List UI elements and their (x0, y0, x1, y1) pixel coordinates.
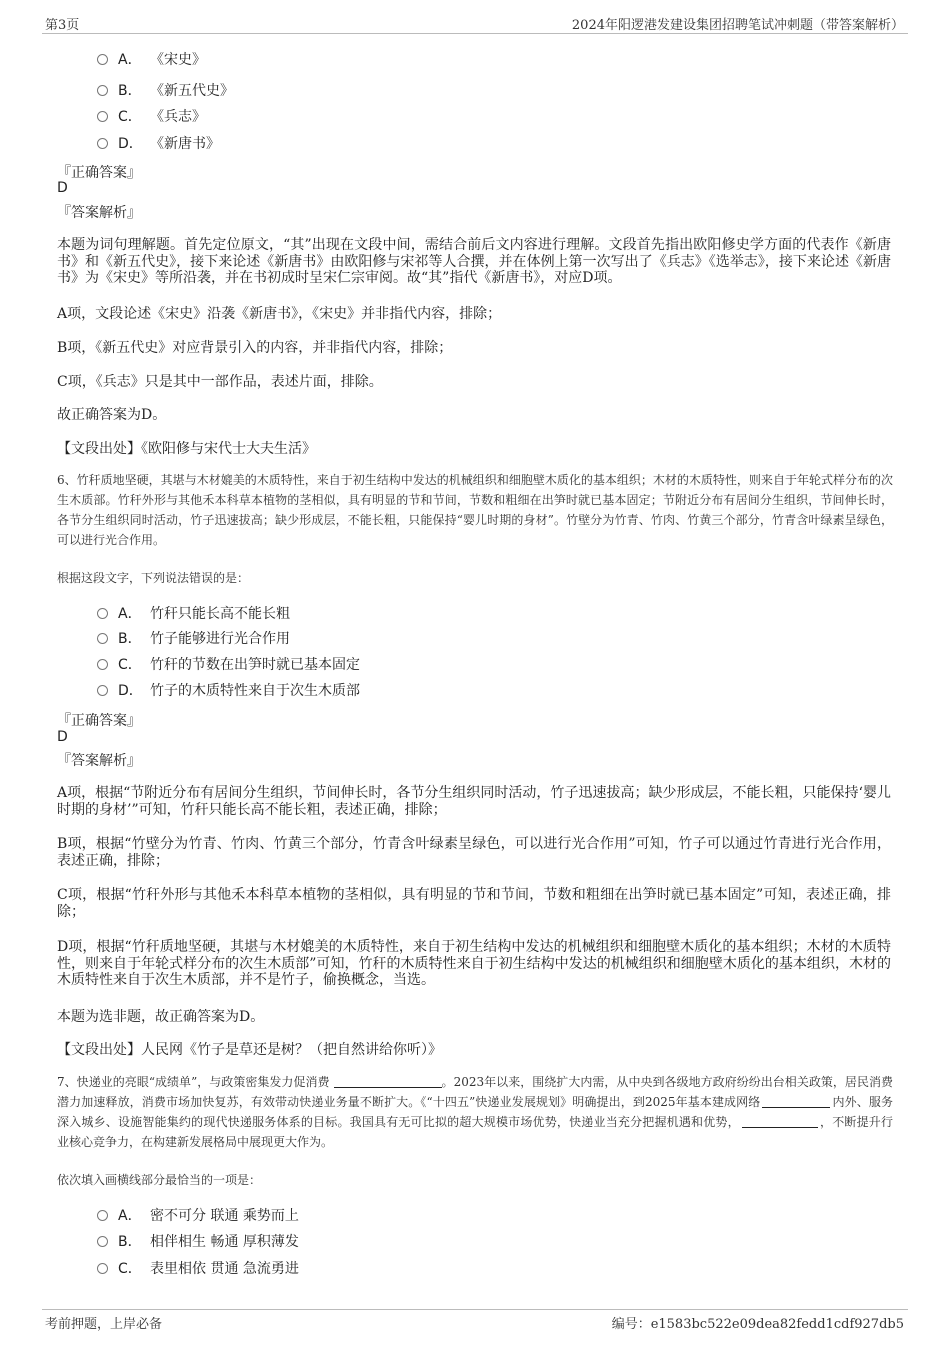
radio-icon[interactable] (97, 138, 108, 149)
q5-analysis-a: A项，文段论述《宋史》沿袭《新唐书》，《宋史》并非指代内容，排除； (57, 306, 502, 322)
q6-option-b[interactable]: B． 竹子能够进行光合作用 (97, 629, 290, 649)
q5-analysis-c: C项，《兵志》只是其中一部作品，表述片面，排除。 (57, 374, 383, 390)
q7-option-a[interactable]: A． 密不可分 联通 乘势而上 (97, 1206, 299, 1226)
q5-option-a[interactable]: A． 《宋史》 (97, 50, 206, 70)
q5-analysis-label: 『答案解析』 (57, 205, 141, 221)
q6-option-a[interactable]: A． 竹秆只能长高不能长粗 (97, 604, 290, 624)
page-number: 第3页 (45, 18, 80, 33)
q7-option-b[interactable]: B． 相伴相生 畅通 厚积薄发 (97, 1232, 299, 1252)
radio-icon[interactable] (97, 111, 108, 122)
radio-icon[interactable] (97, 633, 108, 644)
q6-answer-label: 『正确答案』 (57, 713, 141, 729)
q5-source: 【文段出处】《欧阳修与宋代士大夫生活》 (57, 441, 316, 457)
q5-answer: D (57, 180, 68, 196)
q5-conclusion: 故正确答案为D。 (57, 407, 167, 423)
radio-icon[interactable] (97, 608, 108, 619)
q6-option-d[interactable]: D． 竹子的木质特性来自于次生木质部 (97, 681, 360, 701)
q5-analysis-main: 本题为词句理解题。首先定位原文，“其”出现在文段中间，需结合前后文内容进行理解。文段首先指出欧阳修史学方面的代表作《新唐书》和《新五代史》，接下来论述《新唐书》由欧阳修与宋祁等人合撰，并在体例上第一次写出了《兵志》《选举志》，接下来论述《新唐书》为《宋史》等所沿袭，并在书初成时呈宋仁宗审阅。故“其”指代《新唐书》，对应D项。 (57, 237, 891, 286)
q7-option-c[interactable]: C． 表里相依 贯通 急流勇进 (97, 1259, 299, 1279)
radio-icon[interactable] (97, 659, 108, 670)
radio-icon[interactable] (97, 85, 108, 96)
radio-icon[interactable] (97, 54, 108, 65)
q6-source: 【文段出处】人民网《竹子是草还是树？（把自然讲给你听）》 (57, 1042, 442, 1058)
q6-question: 根据这段文字，下列说法错误的是： (57, 571, 250, 585)
q5-option-d[interactable]: D． 《新唐书》 (97, 134, 220, 154)
q5-option-c[interactable]: C． 《兵志》 (97, 107, 206, 127)
q6-analysis-d: D项，根据“竹秆质地坚硬，其堪与木材媲美的木质特性，来自于初生结构中发达的机械组织和细胞壁木质化的基本组织；木材的木质特性，则来自于年轮式样分布的次生木质部”可知，竹秆的木质特性来自于初生结构中发达的机械组织和细胞壁木质化的基本组织，木材的木质特性来自于次生木质部，并不是竹子，偷换概念，当选。 (57, 939, 891, 988)
q6-analysis-b: B项，根据“竹壁分为竹青、竹肉、竹黄三个部分，竹青含叶绿素呈绿色，可以进行光合作用”可知，竹子可以通过竹青进行光合作用，表述正确，排除； (57, 836, 891, 869)
q5-analysis-b: B项，《新五代史》对应背景引入的内容，并非指代内容，排除； (57, 340, 453, 356)
q6-stem: 6、竹秆质地坚硬，其堪与木材媲美的木质特性，来自于初生结构中发达的机械组织和细胞壁木质化的基本组织；木材的木质特性，则来自于年轮式样分布的次生木质部。竹秆外形与其他禾本科草本植物的茎相似，具有明显的节和节间，节数和粗细在出笋时就已基本固定；节附近分布有居间分生组织，节间伸长时，各节分生组织同时活动，竹子迅速拔高；缺少形成层，不能长粗，只能保持“婴儿时期的身材”。竹壁分为竹青、竹肉、竹黄三个部分，竹青含叶绿素呈绿色，可以进行光合作用。 (57, 473, 893, 547)
radio-icon[interactable] (97, 685, 108, 696)
q5-answer-label: 『正确答案』 (57, 165, 141, 181)
document-id: 编号：e1583bc522e09dea82fedd1cdf927db5 (611, 1317, 904, 1332)
radio-icon[interactable] (97, 1236, 108, 1247)
q7-stem: 7、快递业的亮眼“成绩单”，与政策密集发力促消费 。2023年以来，围绕扩大内需，从中央到各级地方政府纷纷出台相关政策，居民消费潜力加速释放，消费市场加快复苏，有效带动快递业务量不断扩大。《“十四五”快递业发展规划》明确提出，到2025年基本建成网络 内外、服务深入城乡、设施智能集约的现代快递服务体系的目标。我国具有无可比拟的超大规模市场优势，快递业当充分把握机遇和优势， ，不断提升行业核心竞争力，在构建新发展格局中展现更大作为。 (57, 1075, 894, 1149)
q6-answer: D (57, 729, 68, 745)
footer-slogan: 考前押题，上岸必备 (45, 1317, 163, 1332)
footer-divider (42, 1309, 908, 1310)
header-divider (42, 33, 908, 34)
fill-blank-2[interactable] (762, 1107, 830, 1108)
document-title: 2024年阳逻港发建设集团招聘笔试冲刺题（带答案解析） (571, 18, 904, 33)
q5-option-b[interactable]: B． 《新五代史》 (97, 81, 234, 101)
fill-blank-1[interactable] (334, 1087, 442, 1088)
q6-analysis-a: A项，根据“节附近分布有居间分生组织，节间伸长时，各节分生组织同时活动，竹子迅速拔高；缺少形成层，不能长粗，只能保持‘婴儿时期的身材’”可知，竹秆只能长高不能长粗，表述正确，排除； (57, 785, 891, 818)
q6-conclusion: 本题为选非题，故正确答案为D。 (57, 1009, 265, 1025)
fill-blank-3[interactable] (742, 1127, 818, 1128)
radio-icon[interactable] (97, 1210, 108, 1221)
q6-option-c[interactable]: C． 竹秆的节数在出笋时就已基本固定 (97, 655, 360, 675)
q6-analysis-c: C项，根据“竹秆外形与其他禾本科草本植物的茎相似，具有明显的节和节间，节数和粗细在出笋时就已基本固定”可知，表述正确，排除； (57, 887, 891, 920)
q7-question: 依次填入画横线部分最恰当的一项是： (57, 1173, 262, 1187)
radio-icon[interactable] (97, 1263, 108, 1274)
q6-analysis-label: 『答案解析』 (57, 753, 141, 769)
